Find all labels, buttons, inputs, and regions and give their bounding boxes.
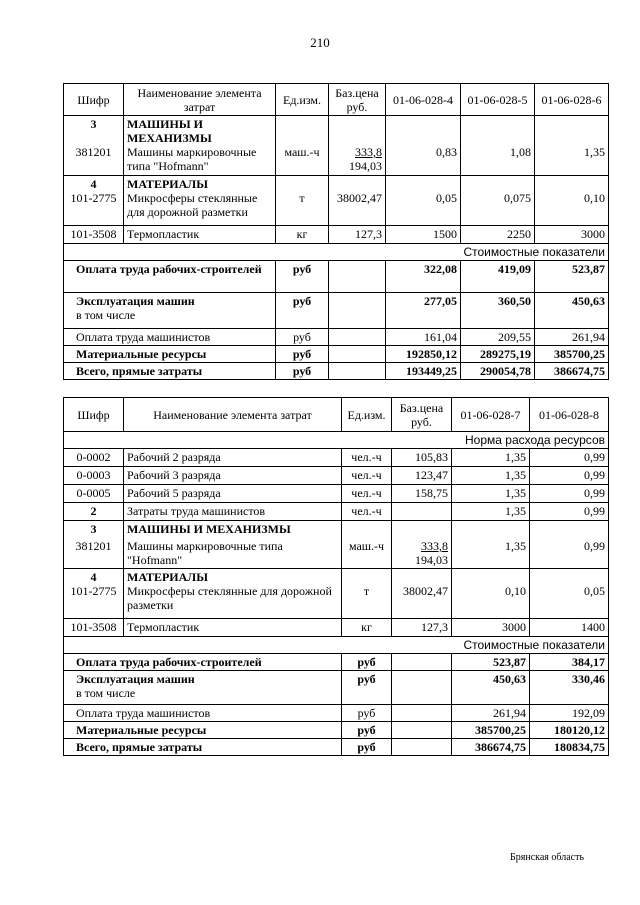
row-unit: кг: [342, 619, 392, 637]
row-name: Микросферы стеклянные для дорожной разметки: [127, 584, 332, 612]
section-title: МАШИНЫ И МЕХАНИЗМЫ: [127, 522, 291, 536]
cost-value: 193449,25: [386, 363, 461, 380]
cost-name: Материальные ресурсы: [64, 346, 276, 363]
section-code: 4: [90, 570, 97, 584]
cost-value: 523,87: [535, 261, 609, 293]
cost-value: 523,87: [452, 654, 530, 671]
row-code: 101-3508: [64, 226, 124, 244]
section-title: МАТЕРИАЛЫ: [127, 177, 208, 191]
cost-value: 209,55: [461, 329, 535, 346]
cost-row: [64, 363, 609, 380]
cell-value: 0,99: [530, 503, 609, 521]
row-price: 333,8: [421, 539, 448, 553]
row-price: 38002,47: [337, 191, 382, 205]
cell-value: 0,99: [584, 539, 605, 553]
cost-row: [64, 705, 609, 722]
cost-unit: руб: [276, 261, 329, 293]
cost-value: 360,50: [461, 293, 535, 329]
section-code: 3: [90, 522, 97, 536]
cost-value: 180834,75: [530, 739, 609, 756]
table-row: [64, 619, 609, 637]
cost-subheading: в том числе: [76, 686, 136, 700]
cost-unit: руб: [342, 739, 392, 756]
section-code: 3: [90, 117, 97, 131]
cost-unit: руб: [276, 346, 329, 363]
cell-value: 0,10: [505, 584, 526, 598]
section-row: [64, 176, 609, 226]
cost-name: Всего, прямые затраты: [64, 739, 342, 756]
cost-header-row: [64, 244, 609, 261]
norm-header-row: [64, 432, 609, 449]
row-unit: чел.-ч: [342, 449, 392, 467]
cell-value: 1,35: [452, 449, 530, 467]
table-row: [64, 226, 609, 244]
row-price: 158,75: [392, 485, 452, 503]
cost-row: [64, 671, 609, 705]
header-col-1: 01-06-028-4: [386, 84, 461, 116]
section-row: [64, 521, 609, 569]
row-price: 38002,47: [403, 584, 448, 598]
cost-header-row: [64, 637, 609, 654]
cost-value: 261,94: [535, 329, 609, 346]
cell-value: 1,35: [452, 467, 530, 485]
cell-value: 1500: [386, 226, 461, 244]
header-col-2: 01-06-028-5: [461, 84, 535, 116]
row-name: Термопластик: [124, 619, 342, 637]
row-unit: чел.-ч: [342, 485, 392, 503]
row-code: 0-0003: [64, 467, 124, 485]
cell-value: 0,10: [584, 191, 605, 205]
norm-header: Норма расхода ресурсов: [64, 432, 609, 449]
row-price: 333,8: [355, 145, 382, 159]
cost-value: 385700,25: [452, 722, 530, 739]
row-price: 105,83: [392, 449, 452, 467]
cost-unit: руб: [276, 363, 329, 380]
region-footer: Брянская область: [510, 852, 585, 863]
header-col-3: 01-06-028-6: [535, 84, 609, 116]
cost-row: [64, 654, 609, 671]
row-name: Термопластик: [124, 226, 276, 244]
row-unit: кг: [276, 226, 329, 244]
row-price-2: 194,03: [415, 553, 448, 567]
cost-value: 192,09: [530, 705, 609, 722]
cost-value: 192850,12: [386, 346, 461, 363]
row-code: 381201: [75, 145, 112, 159]
cost-value: 384,17: [530, 654, 609, 671]
cell-value: 1,35: [505, 539, 526, 553]
cost-name: Оплата труда машинистов: [64, 705, 342, 722]
row-name: Рабочий 5 разряда: [124, 485, 342, 503]
header-name: Наименование элемента затрат: [124, 84, 276, 116]
row-name: Рабочий 3 разряда: [124, 467, 342, 485]
cost-row: [64, 739, 609, 756]
cost-subheading: в том числе: [76, 308, 136, 322]
row-unit: маш.-ч: [284, 145, 320, 159]
header-col-2: 01-06-028-8: [530, 398, 609, 432]
row-price-2: 194,03: [349, 159, 382, 173]
cost-value: 450,63: [535, 293, 609, 329]
table-row: [64, 503, 609, 521]
section-title: МАШИНЫ И МЕХАНИЗМЫ: [127, 117, 212, 145]
cell-value: 2250: [461, 226, 535, 244]
row-unit: чел.-ч: [342, 467, 392, 485]
row-price: 123,47: [392, 467, 452, 485]
cost-unit: руб: [276, 293, 329, 329]
header-unit: Ед.изм.: [276, 84, 329, 116]
cost-value: 290054,78: [461, 363, 535, 380]
cost-value: 180120,12: [530, 722, 609, 739]
cost-unit: руб: [342, 654, 392, 671]
header-name: Наименование элемента затрат: [124, 398, 342, 432]
cost-unit: руб: [342, 671, 392, 705]
cost-name: Материальные ресурсы: [64, 722, 342, 739]
resource-table-2: [63, 397, 609, 756]
cost-header: Стоимостные показатели: [64, 637, 609, 654]
cost-name: Эксплуатация машин: [76, 294, 195, 308]
cell-value: 1,35: [452, 503, 530, 521]
cost-name: Оплата труда машинистов: [64, 329, 276, 346]
row-name: Микросферы стеклянные для дорожной разметки: [127, 191, 258, 219]
cost-name: Оплата труда рабочих-строителей: [64, 261, 276, 293]
row-code: 2: [64, 503, 124, 521]
cost-row: [64, 261, 609, 293]
header-price: Баз.цена руб.: [392, 398, 452, 432]
table-row: [64, 449, 609, 467]
cell-value: 0,99: [530, 467, 609, 485]
cost-value: 419,09: [461, 261, 535, 293]
row-name: Затраты труда машинистов: [124, 503, 342, 521]
row-name: Рабочий 2 разряда: [124, 449, 342, 467]
header-col-1: 01-06-028-7: [452, 398, 530, 432]
cell-value: 0,05: [584, 584, 605, 598]
row-name: Машины маркировочные типа "Hofmann": [127, 145, 257, 173]
row-unit: т: [363, 584, 370, 598]
table-header-row: [64, 84, 609, 116]
row-unit: маш.-ч: [348, 539, 385, 553]
header-unit: Ед.изм.: [342, 398, 392, 432]
row-unit: чел.-ч: [342, 503, 392, 521]
cost-value: 330,46: [530, 671, 609, 705]
cost-value: 386674,75: [452, 739, 530, 756]
cost-unit: руб: [342, 722, 392, 739]
row-name: Машины маркировочные типа "Hofmann": [127, 539, 283, 567]
cell-value: 0,075: [504, 191, 531, 205]
row-code: 101-3508: [64, 619, 124, 637]
cost-row: [64, 722, 609, 739]
resource-table-1: [63, 83, 609, 380]
cell-value: 3000: [535, 226, 609, 244]
cost-unit: руб: [342, 705, 392, 722]
cost-value: 385700,25: [535, 346, 609, 363]
cell-value: 0,99: [530, 449, 609, 467]
cell-value: 0,83: [436, 145, 457, 159]
section-code: 4: [90, 177, 97, 191]
cost-value: 322,08: [386, 261, 461, 293]
table-header-row: [64, 398, 609, 432]
row-price: 127,3: [329, 226, 386, 244]
cell-value: 1,08: [510, 145, 531, 159]
cost-value: 386674,75: [535, 363, 609, 380]
row-code: 101-2775: [70, 584, 117, 598]
cost-name: Оплата труда рабочих-строителей: [64, 654, 342, 671]
cost-name: Эксплуатация машин: [76, 672, 195, 686]
cell-value: 1,35: [452, 485, 530, 503]
cost-value: 450,63: [452, 671, 530, 705]
cost-value: 277,05: [386, 293, 461, 329]
cell-value: 3000: [452, 619, 530, 637]
header-price: Баз.цена руб.: [329, 84, 386, 116]
cost-name: Всего, прямые затраты: [64, 363, 276, 380]
row-code: 0-0005: [64, 485, 124, 503]
table-row: [64, 485, 609, 503]
cost-unit: руб: [276, 329, 329, 346]
cost-value: 289275,19: [461, 346, 535, 363]
row-price: 127,3: [392, 619, 452, 637]
section-row: [64, 569, 609, 619]
cost-value: 261,94: [452, 705, 530, 722]
cell-value: 0,05: [436, 191, 457, 205]
cost-row: [64, 346, 609, 363]
row-code: 381201: [75, 539, 112, 553]
section-title: МАТЕРИАЛЫ: [127, 570, 208, 584]
cost-value: 161,04: [386, 329, 461, 346]
row-code: 101-2775: [70, 191, 117, 205]
cell-value: 1400: [530, 619, 609, 637]
cost-row: [64, 329, 609, 346]
row-code: 0-0002: [64, 449, 124, 467]
section-row: [64, 116, 609, 176]
cell-value: 1,35: [584, 145, 605, 159]
header-code: Шифр: [64, 398, 124, 432]
table-row: [64, 467, 609, 485]
row-unit: т: [299, 191, 305, 205]
cost-row: [64, 293, 609, 329]
cost-header: Стоимостные показатели: [64, 244, 609, 261]
cell-value: 0,99: [530, 485, 609, 503]
header-code: Шифр: [64, 84, 124, 116]
page-number: 210: [310, 35, 330, 50]
